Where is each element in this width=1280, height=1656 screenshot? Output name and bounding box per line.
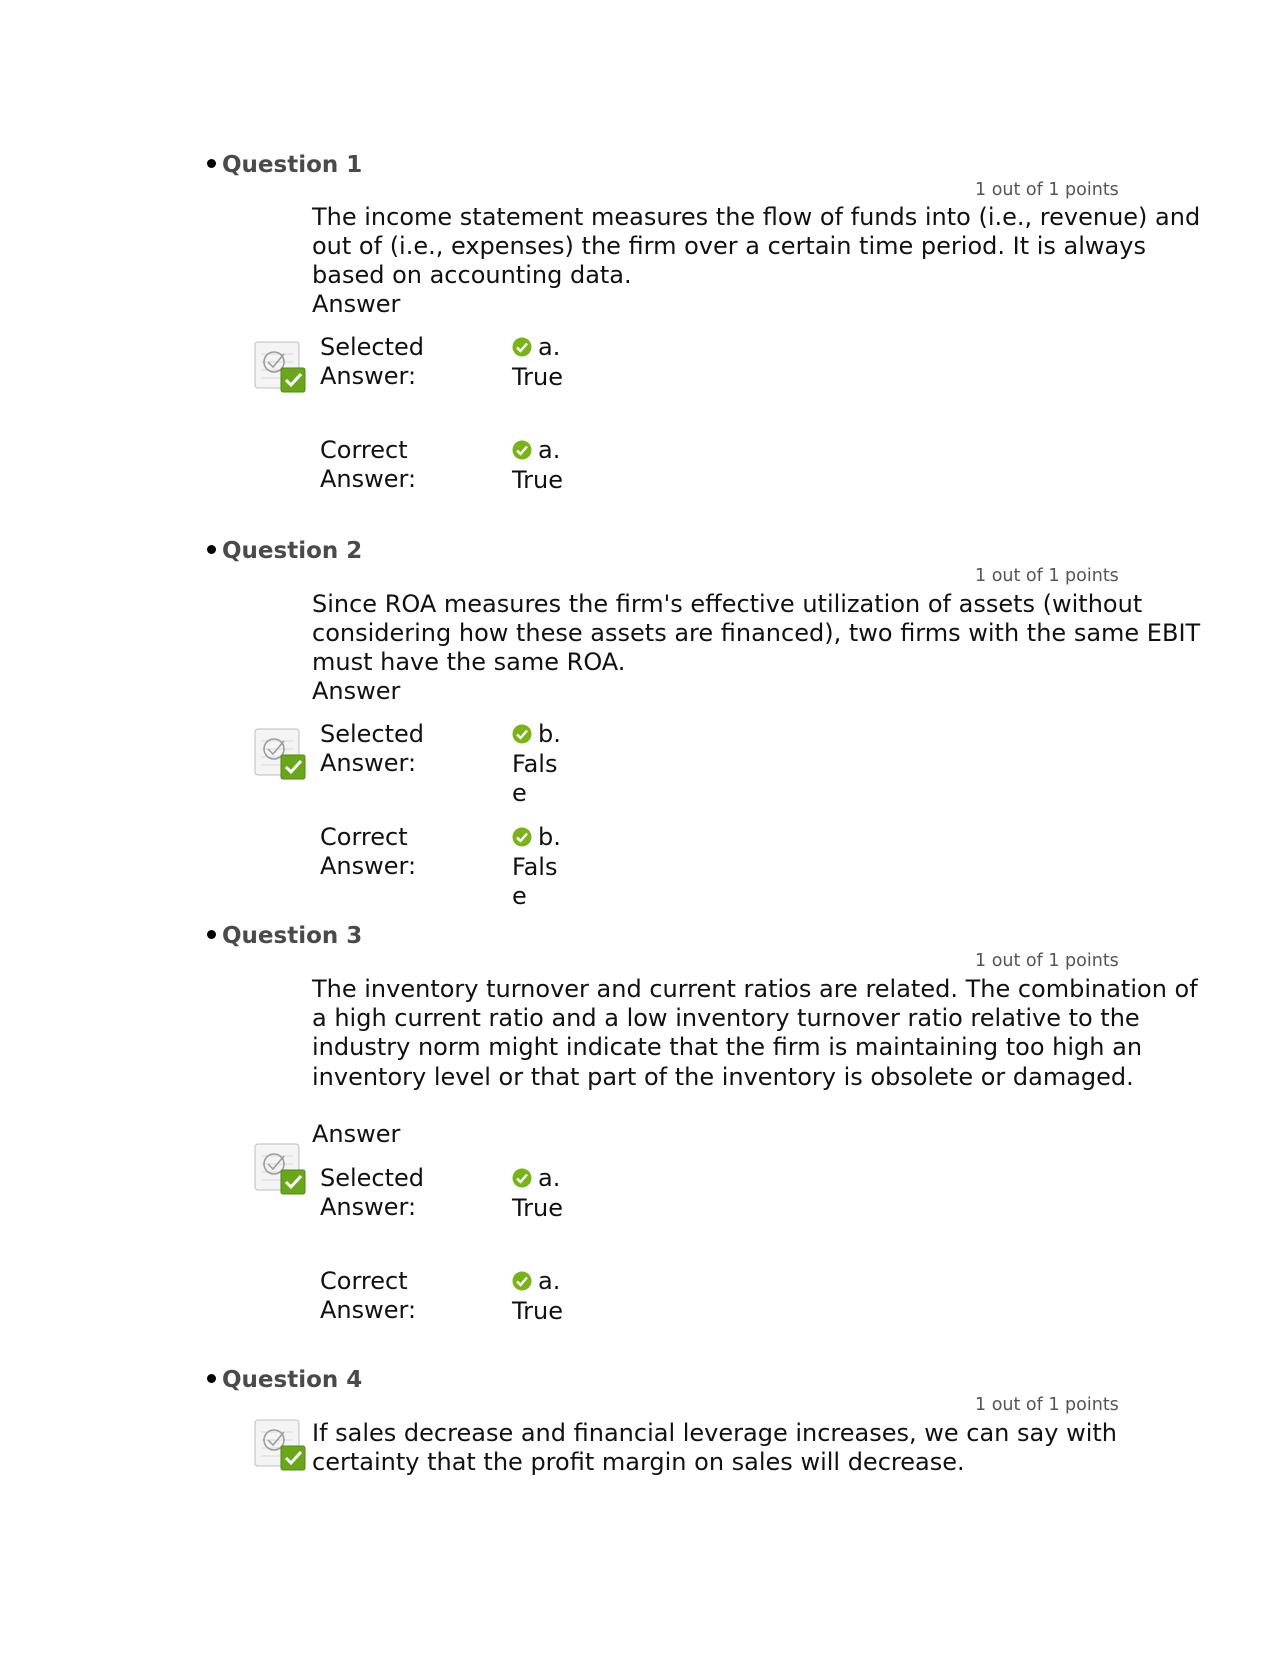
question-heading-text: Question 2 (222, 538, 363, 564)
correct-answer-value (512, 436, 572, 495)
graded-correct-icon (253, 1142, 307, 1196)
check-circle-icon (512, 1168, 532, 1188)
answer-letter: b. (538, 720, 561, 748)
bullet-icon (207, 545, 216, 554)
answer-label: Answer (312, 1120, 401, 1148)
question-heading-text: Question 1 (222, 152, 363, 178)
question-heading (207, 151, 362, 179)
question-points: 1 out of 1 points (975, 1395, 1119, 1415)
bullet-icon (207, 930, 216, 939)
question-heading (207, 537, 362, 565)
question-points: 1 out of 1 points (975, 951, 1119, 971)
correct-answer-label: Correct Answer: (320, 823, 417, 880)
bullet-icon (207, 1374, 216, 1383)
check-circle-icon (512, 724, 532, 744)
correct-answer-value (512, 823, 572, 912)
answer-word: False (512, 852, 558, 910)
selected-answer-label: Selected Answer: (320, 333, 425, 390)
check-circle-icon (512, 827, 532, 847)
answer-label: Answer (312, 290, 401, 318)
answer-letter: a. (538, 1164, 561, 1192)
graded-correct-icon (253, 1418, 307, 1472)
question-points: 1 out of 1 points (975, 566, 1119, 586)
answer-letter: a. (538, 1267, 561, 1295)
question-text: The income statement measures the flow of funds into (i.e., revenue) and out of (i.e., expenses) the firm over a certain time period. It is always based on accounting data. (312, 203, 1201, 290)
selected-answer-label: Selected Answer: (320, 720, 425, 777)
selected-answer-value (512, 333, 572, 392)
question-heading-text: Question 4 (222, 1367, 363, 1393)
answer-word: True (512, 1296, 563, 1325)
correct-answer-label: Correct Answer: (320, 1267, 417, 1324)
bullet-icon (207, 159, 216, 168)
answer-letter: b. (538, 823, 561, 851)
answer-letter: a. (538, 333, 561, 361)
answer-word: False (512, 749, 558, 807)
check-circle-icon (512, 1271, 532, 1291)
answer-word: True (512, 465, 563, 494)
question-heading (207, 922, 362, 950)
question-text: If sales decrease and financial leverage increases, we can say with certainty that the profit margin on sales will decrease. (312, 1419, 1117, 1477)
question-heading-text: Question 3 (222, 923, 363, 949)
correct-answer-value (512, 1267, 572, 1326)
question-text: The inventory turnover and current ratios are related. The combination of a high current ratio and a low inventory turnover ratio relative to the industry norm might indicate that the firm is maintaining too high an inventory level or that part of the inventory is obsolete or damaged. (312, 975, 1198, 1091)
graded-correct-icon (253, 340, 307, 394)
answer-word: True (512, 362, 563, 391)
answer-label: Answer (312, 677, 401, 705)
answer-word: True (512, 1193, 563, 1222)
selected-answer-value (512, 720, 572, 809)
correct-answer-label: Correct Answer: (320, 436, 417, 493)
selected-answer-label: Selected Answer: (320, 1164, 425, 1221)
question-text: Since ROA measures the firm's effective utilization of assets (without considering how these assets are financed), two firms with the same EBIT must have the same ROA. (312, 590, 1201, 677)
question-points: 1 out of 1 points (975, 180, 1119, 200)
graded-correct-icon (253, 727, 307, 781)
question-heading (207, 1366, 362, 1394)
selected-answer-value (512, 1164, 572, 1223)
check-circle-icon (512, 337, 532, 357)
check-circle-icon (512, 440, 532, 460)
answer-letter: a. (538, 436, 561, 464)
